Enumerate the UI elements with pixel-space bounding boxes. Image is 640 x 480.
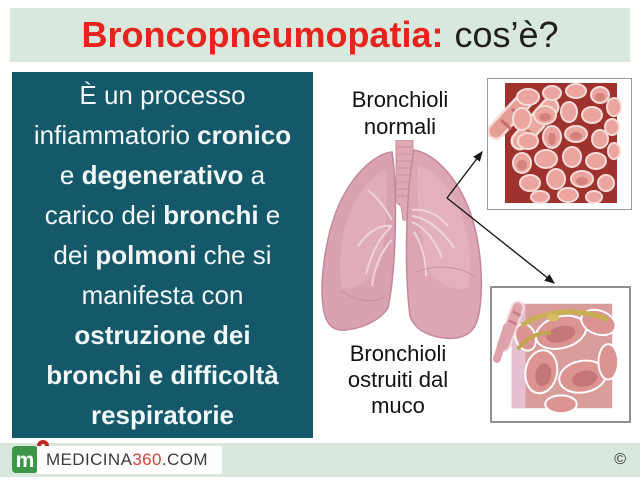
label-line: normali xyxy=(363,114,437,139)
description-line: carico dei bronchi e xyxy=(44,200,281,230)
description-line: ostruzione dei xyxy=(74,320,251,350)
brand-tld: .COM xyxy=(161,450,208,469)
description-line: respiratorie xyxy=(90,400,235,430)
brand-wordmark xyxy=(37,446,222,474)
label-line: Bronchioli xyxy=(349,341,447,366)
description-line: e degenerativo a xyxy=(59,160,266,190)
right-lung xyxy=(407,150,482,338)
title-banner xyxy=(10,8,630,62)
description-line: bronchi e difficoltà xyxy=(46,360,279,390)
logo-letter: m xyxy=(15,449,35,472)
description-panel xyxy=(12,72,313,438)
inset-bronchioli-normali xyxy=(487,78,632,210)
normal-bronchioli-image xyxy=(488,79,631,209)
label-line: Bronchioli xyxy=(351,87,449,112)
label-bronchioli-ostruiti xyxy=(323,341,473,419)
brand-name: MEDICINA xyxy=(46,450,133,469)
description-line: dei polmoni che si xyxy=(53,240,272,270)
left-lung xyxy=(322,152,395,330)
lungs-illustration xyxy=(316,140,486,342)
label-line: muco xyxy=(371,393,425,418)
title-rest: cos’è? xyxy=(454,14,559,55)
title-accent: Broncopneumopatia: xyxy=(81,14,444,55)
footer-bar xyxy=(0,443,640,477)
inset-bronchioli-ostruiti xyxy=(490,286,631,423)
description-line: infiammatorio cronico xyxy=(33,120,292,150)
description-text xyxy=(12,75,313,435)
copyright-symbol: © xyxy=(614,451,626,468)
medicina360-logo xyxy=(12,446,38,473)
label-bronchioli-normali xyxy=(325,86,475,140)
label-line: ostruiti dal xyxy=(347,367,449,392)
obstructed-bronchioli-image xyxy=(492,288,629,421)
description-line: È un processo xyxy=(79,80,246,110)
description-line: manifesta con xyxy=(81,280,244,310)
brand-number: 360 xyxy=(132,450,162,469)
